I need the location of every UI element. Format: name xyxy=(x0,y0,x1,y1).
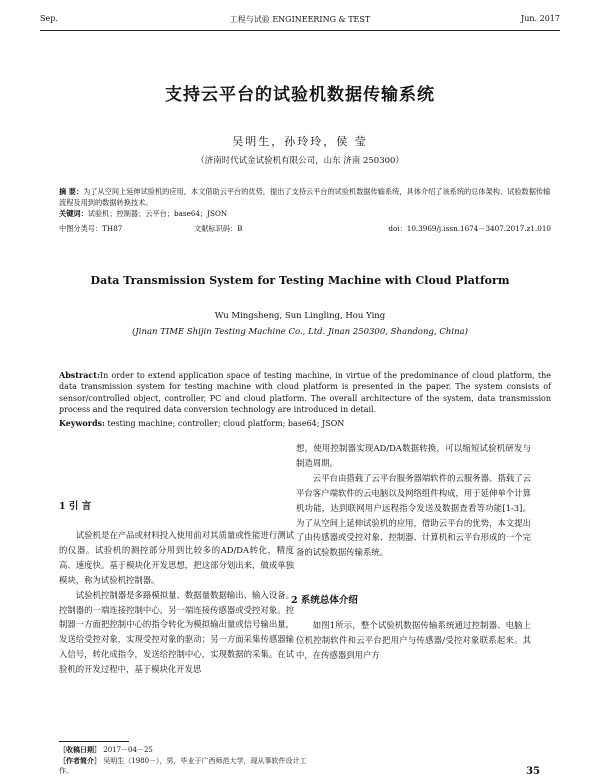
right-column xyxy=(296,441,531,560)
left-column xyxy=(59,528,294,677)
title-chinese: 支持云平台的试验机数据传输系统 xyxy=(165,85,435,105)
section-2-heading: 2 系统总体介绍 xyxy=(291,595,358,606)
authors-english: Wu Mingsheng, Sun Lingling, Hou Ying xyxy=(214,311,386,321)
document-code: 文献标识码：B xyxy=(194,224,243,233)
affiliation-chinese: （济南时代试金试验机有限公司，山东 济南 250300） xyxy=(196,156,404,166)
section-1-heading: 1 引 言 xyxy=(59,501,92,512)
footnote-author xyxy=(59,756,319,776)
keywords-en-text: testing machine; controller; cloud platform; base64; JSON xyxy=(105,419,345,428)
classification-row xyxy=(59,224,551,236)
abstract-en-label: Abstract: xyxy=(59,370,100,380)
header-journal: 工程与试验 ENGINEERING & TEST xyxy=(229,15,371,24)
abstract-cn-text: 为了从空间上延伸试验机的应用，本文借助云平台的优势，提出了支持云平台的试验机数据传输系统，具体介绍了该系统的总体架构、试验数据传输流程及用到的数据转换技术。 xyxy=(59,187,551,207)
title-english: Data Transmission System for Testing Machine with Cloud Platform xyxy=(90,274,510,287)
received-label: ［收稿日期］ xyxy=(59,745,101,754)
abstract-chinese xyxy=(59,186,551,208)
abstract-english xyxy=(59,370,551,416)
right-paragraph-1: 想，使用控制器实现AD/DA数据转换，可以缩短试验机研发与制造周期。 xyxy=(296,443,531,468)
doi: doi：10.3969/j.issn.1674－3407.2017.z1.010 xyxy=(388,224,551,233)
keywords-cn-text: 试验机；控制器；云平台；base64；JSON xyxy=(87,209,228,218)
footnote-rule xyxy=(59,741,129,742)
affiliation-english: (Jinan TIME Shijin Testing Machine Co., Ltd. Jinan 250300, Shandong, China) xyxy=(132,327,468,337)
section-2-paragraph-1: 如图1所示，整个试验机数据传输系统通过控制器、电脑上位机控制软件和云平台把用户与传感器/受控对象联系起来。其中，在传感器到用户方 xyxy=(296,620,531,660)
header-left: Sep. xyxy=(40,14,58,23)
footnote-received xyxy=(59,745,319,755)
section-1-paragraph-2: 试验机控制器是多路模拟量、数据量数据输出、输入设备。控制器的一端连接控制中心，另一端连接传感器或受控对象。控制器一方面把控制中心的指令转化为模拟输出量或信号输出量，发送给受控对象，实现受控对象的驱动；另一方面采集传感器输入信号，转化成指令，发送给控制中心，实现数据的采集。在试验机的开发过程中，基于模块化开发思 xyxy=(59,589,294,675)
header-right: Jun. 2017 xyxy=(521,14,560,23)
authors-chinese: 吴明生，孙玲玲，侯 莹 xyxy=(232,135,368,148)
clc-number: 中图分类号：TH87 xyxy=(59,224,123,233)
author-bio-label: ［作者简介］ xyxy=(59,756,101,765)
received-date: 2017－04－25 xyxy=(103,746,153,754)
section-1-paragraph-1: 试验机是在产品或材料投入使用前对其质量或性能进行测试的仪器。试验机的测控部分用到比较多的AD/DA转化，精度高、速度快。基于模块化开发思想，把这部分划出来，做成单独模块，称为试验机控制器。 xyxy=(59,530,294,585)
keywords-en-label: Keywords: xyxy=(59,418,106,428)
header-rule xyxy=(40,30,560,31)
keywords-cn-label: 关键词： xyxy=(59,209,88,218)
section-2-body xyxy=(296,618,531,663)
author-bio: 吴明生（1980－），男，毕业于广西师范大学，现从事软件设计工作。 xyxy=(59,757,307,775)
abstract-cn-label: 摘 要： xyxy=(59,187,84,196)
running-header xyxy=(40,14,560,28)
keywords-chinese xyxy=(59,209,551,219)
abstract-en-text: In order to extend application space of testing machine, in virtue of the predominance of cloud platform, the data transmission system for testing machine with cloud platform is presented in the paper. The system consists of sensor/controlled object, controller, PC and cloud platform. The overall architecture of the system, data transmission process and the required data conversion technology are introduced in detail. xyxy=(59,371,551,415)
right-paragraph-2: 云平台由搭载了云平台服务器端软件的云服务器、搭载了云平台客户端软件的云电脑以及网络组件构成，用于延伸单个计算机功能，达到联网用户远程指令发送及数据查看等功能[1-3]。为了从空间上延伸试验机的应用，借助云平台的优势，本文提出了由传感器或受控对象、控制器、计算机和云平台形成的一个完备的试验数据传输系统。 xyxy=(296,472,531,558)
page-number: 35 xyxy=(526,766,540,777)
keywords-english xyxy=(59,418,551,428)
